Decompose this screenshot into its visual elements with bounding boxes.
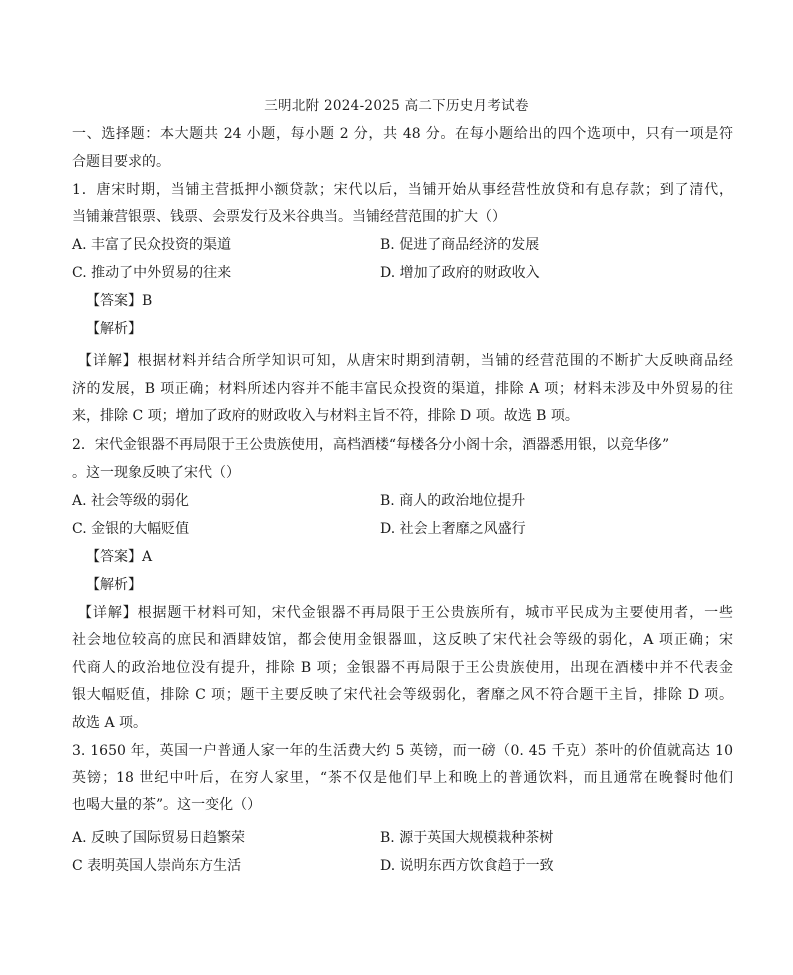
q1-stem: 1．唐宋时期，当铺主营抵押小额贷款；宋代以后，当铺开始从事经营性放贷和有息存款；到了清代， — [72, 182, 733, 198]
q3-stem: 3. 1650 年，英国一户普通人家一年的生活费大约 5 英镑，而一磅（0. 45 千克）茶叶的价值就高达 10 — [72, 743, 733, 759]
q3-option-b: B. 源于英国大规模栽种茶树 — [380, 830, 554, 846]
q2-detail-cont: 社会地位较高的庶民和酒肆妓馆，都会使用金银器皿，这反映了宋代社会等级的弱化，A 项正确；宋 — [72, 632, 733, 648]
q2-detail-cont: 代商人的政治地位没有提升，排除 B 项；金银器不再局限于王公贵族使用，出现在酒楼中并不代表金 — [72, 660, 733, 676]
q2-stem-cont: 。这一现象反映了宋代（） — [72, 465, 240, 481]
q1-option-b: B. 促进了商品经济的发展 — [380, 237, 540, 253]
q2-analysis-label: 【解析】 — [86, 577, 142, 593]
section-heading-cont: 合题目要求的。 — [72, 154, 170, 170]
q3-stem-cont: 也喝大量的茶”。这一变化（） — [72, 797, 262, 813]
q2-stem: 2．宋代金银器不再局限于王公贵族使用，高档酒楼“每楼各分小阁十余，酒器悉用银，以竞华侈” — [72, 437, 670, 453]
q1-option-c: C. 推动了中外贸易的往来 — [72, 265, 232, 281]
q2-option-a: A. 社会等级的弱化 — [72, 493, 190, 509]
section-heading: 一、选择题：本大题共 24 小题，每小题 2 分，共 48 分。在每小题给出的四个选项中，只有一项是符 — [72, 126, 733, 142]
q2-detail-cont: 银大幅贬值，排除 C 项；题干主要反映了宋代社会等级弱化，奢靡之风不符合题干主旨，排除 D 项。 — [72, 687, 733, 703]
q1-analysis-label: 【解析】 — [86, 321, 142, 337]
page-title: 三明北附 2024-2025 高二下历史月考试卷 — [264, 98, 529, 114]
q3-option-c: C 表明英国人崇尚东方生活 — [72, 858, 242, 874]
q2-option-b: B. 商人的政治地位提升 — [380, 493, 526, 509]
q1-option-d: D. 增加了政府的财政收入 — [380, 265, 540, 281]
q2-option-d: D. 社会上奢靡之风盛行 — [380, 521, 526, 537]
q1-option-a: A. 丰富了民众投资的渠道 — [72, 237, 232, 253]
q2-answer: 【答案】A — [86, 549, 153, 565]
q1-detail: 【详解】根据材料并结合所学知识可知，从唐宋时期到清朝，当铺的经营范围的不断扩大反映商品经 — [78, 353, 733, 369]
q1-detail-cont: 济的发展，B 项正确；材料所述内容并不能丰富民众投资的渠道，排除 A 项；材料未涉及中外贸易的往 — [72, 381, 733, 397]
q1-answer: 【答案】B — [86, 293, 153, 309]
q2-option-c: C. 金银的大幅贬值 — [72, 521, 190, 537]
q3-stem-cont: 英镑；18 世纪中叶后，在穷人家里，“茶不仅是他们早上和晚上的普通饮料，而且通常在晚餐时他们 — [72, 770, 733, 786]
q2-detail-cont: 故选 A 项。 — [72, 715, 148, 731]
q1-stem-cont: 当铺兼营银票、钱票、会票发行及米谷典当。当铺经营范围的扩大（） — [72, 209, 506, 225]
q3-option-d: D. 说明东西方饮食趋于一致 — [380, 858, 554, 874]
q2-detail: 【详解】根据题干材料可知，宋代金银器不再局限于王公贵族所有，城市平民成为主要使用者，一些 — [78, 605, 733, 621]
q1-detail-cont: 来，排除 C 项；增加了政府的财政收入与材料主旨不符，排除 D 项。故选 B 项。 — [72, 408, 579, 424]
q3-option-a: A. 反映了国际贸易日趋繁荣 — [72, 830, 246, 846]
